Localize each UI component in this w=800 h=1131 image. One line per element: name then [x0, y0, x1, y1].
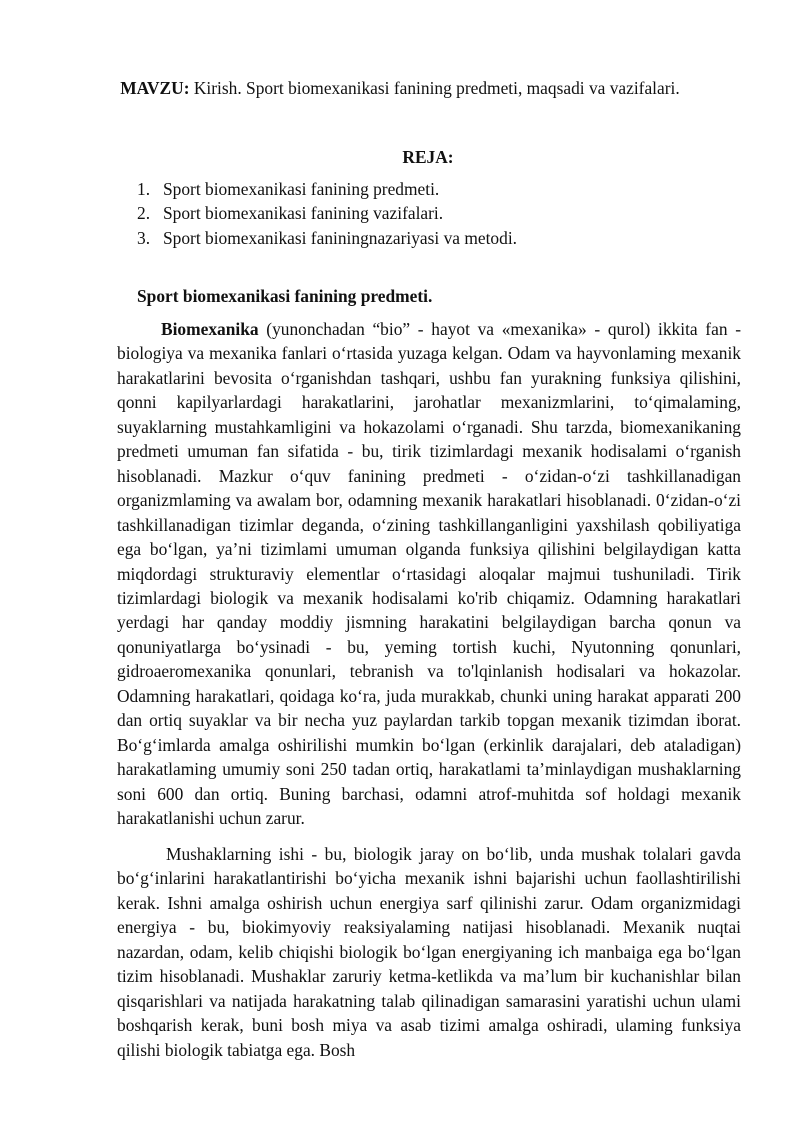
paragraph-biomechanics — [117, 317, 741, 831]
topic-label: MAVZU: — [120, 78, 190, 98]
plan-list — [137, 177, 517, 250]
plan-item-text: Sport biomexanikasi fanining predmeti. — [163, 179, 440, 199]
paragraph-text: (yunonchadan “bio” - hayot va «mexanika» - qurol) ikkita fan - biologiya va mexanika fanlari o‘rtasida yuzaga kelgan. Odam va hayvonlaming mexanik harakatlarini bevosita o‘rganishdan tashqari, ushbu fan yurakning funksiya qilishini, qonni kapilyarlardagi harakatlarini, jarohatlar mexanizmlarini, to‘qimalaming, suyaklarning mustahkamligini va hokazolami o‘rganadi. Shu tarzda, biomexanikaning predmeti umuman fan sifatida - bu, tirik tizimlardagi mexanik hodisalami o‘rganish hisoblanadi. Mazkur o‘quv fanining predmeti - o‘zidan-o‘zi tashkillanadigan organizmlaming va awalam bor, odamning mexanik harakatlari hisoblanadi. 0‘zidan-o‘zi tashkillanadigan tizimlar deganda, o‘zining tashkillanganligini yaxshilash qobiliyatiga ega bo‘lgan, ya’ni tizimlami umuman olganda funksiya qilishini belgilaydigan katta miqdordagi strukturaviy elementlar o‘rtasidagi aloqalar majmui tushuniladi. Tirik tizimlardagi biologik va mexanik hodisalami ko'rib chiqamiz. Odamning harakatlari yerdagi har qanday moddiy jismning harakatini belgilaydigan barcha qonun va qonuniyatlarga bo‘ysinadi - bu, yeming tortish kuchi, Nyutonning qonunlari, gidroaeromexanika qonunlari, tebranish va to'lqinlanish hodisalari va hokazolar. Odamning harakatlari, qoidaga ko‘ra, juda murakkab, chunki uning harakat apparati 200 dan ortiq suyaklar va bir necha yuz paylardan tarkib topgan mexanik tizimdan iborat. Bo‘g‘imlarda amalga oshirilishi mumkin bo‘lgan (erkinlik darajalari, deb ataladigan) harakatlaming umumiy soni 250 tadan ortiq, harakatlami ta’minlaydigan mushaklarning soni 600 dan ortiq. Buning barchasi, odamni atrof-muhitda sof holdagi mexanik harakatlanishi uchun zarur. — [117, 319, 741, 829]
plan-item — [137, 201, 517, 225]
plan-heading: REJA: — [402, 147, 454, 167]
plan-item-text: Sport biomexanikasi fanining vazifalari. — [163, 203, 444, 224]
plan-item — [137, 177, 517, 201]
plan-item-number: 1. — [137, 179, 151, 199]
plan-item-text: Sport biomexanikasi faniningnazariyasi va metodi. — [163, 227, 518, 248]
paragraph-muscles: Mushaklarning ishi - bu, biologik jaray on bo‘lib, unda mushak tolalari gavda bo‘g‘inlarini harakatlantirishi bo‘yicha mexanik ishni bajarishi uchun faollashtirilishi kerak. Ishni amalga oshirish uchun energiya sarf qilinishi zarur. Odam organizmidagi energiya - bu, biokimyoviy reaksiyalaming natijasi hisoblanadi. Mexanik nuqtai nazardan, odam, kelib chiqishi biologik bo‘lgan energiyaning ich manbaiga ega bo‘lgan tizim hisoblanadi. Mushaklar zaruriy ketma-ketlikda va ma’lum bir kuchanishlar bilan qisqarishlari va natijada harakatning talab qilinadigan samarasini yaratishi uchun ulami boshqarish kerak, buni bosh miya va asab tizimi amalga oshiradi, ulaming funksiya qilishi biologik tabiatga ega. Bosh — [117, 844, 741, 1060]
plan-item — [137, 226, 517, 250]
plan-item-number: 2. — [137, 203, 151, 224]
term-biomexanika: Biomexanika — [161, 319, 259, 339]
topic-text: Kirish. Sport biomexanikasi fanining predmeti, maqsadi va vazifalari. — [189, 78, 680, 98]
topic-line — [0, 76, 800, 100]
section-title: Sport biomexanikasi fanining predmeti. — [137, 286, 433, 306]
plan-item-number: 3. — [137, 227, 151, 248]
